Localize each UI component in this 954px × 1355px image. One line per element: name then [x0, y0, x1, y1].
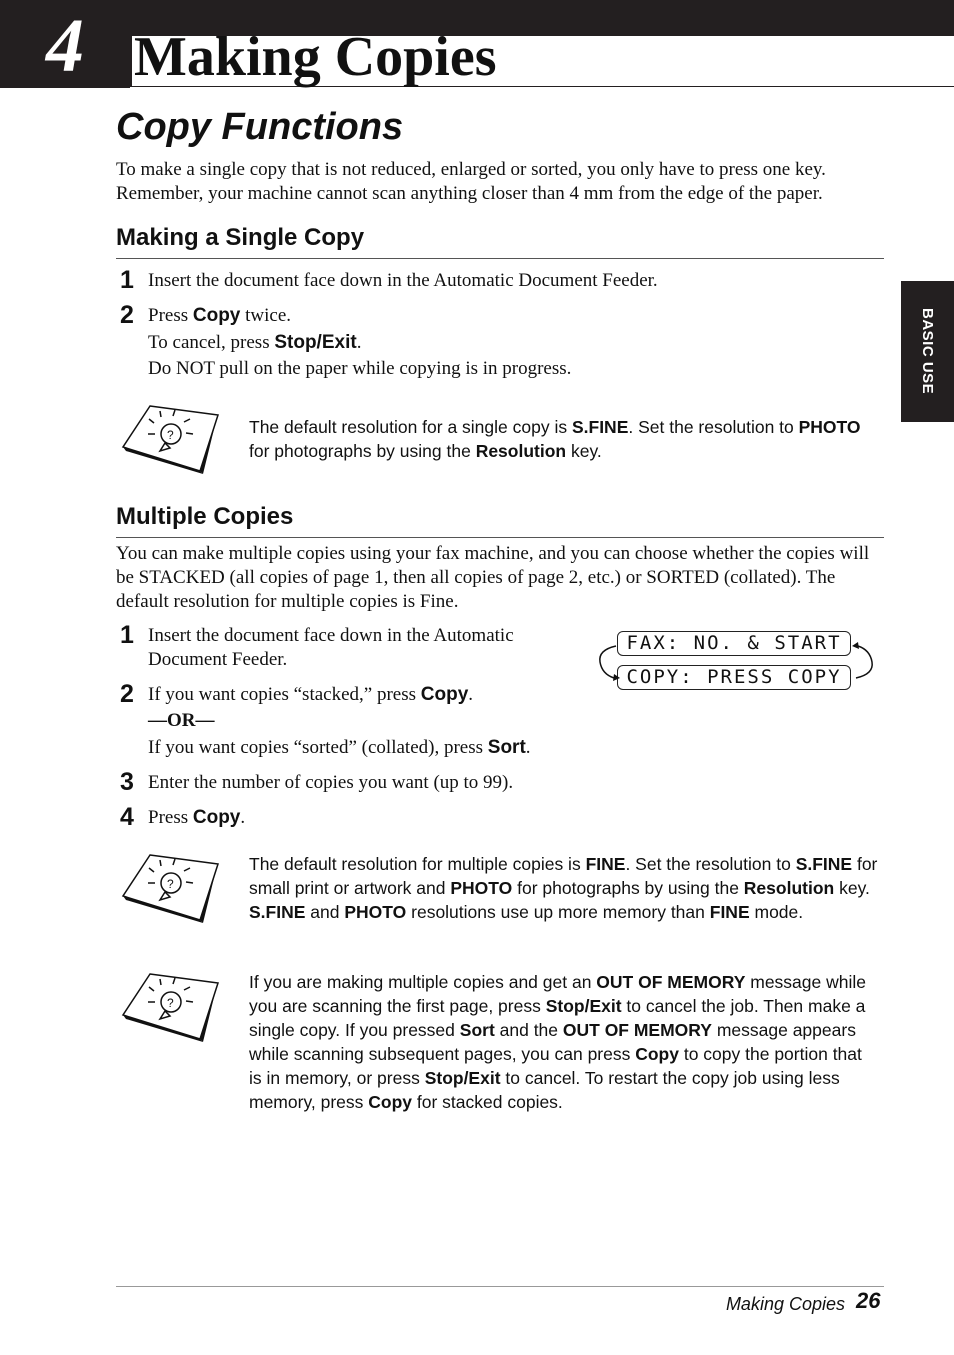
step-number: 1 — [120, 621, 134, 649]
svg-text:?: ? — [167, 428, 174, 442]
subheading-single-copy: Making a Single Copy — [116, 224, 365, 251]
scroll-arrows-icon — [852, 640, 878, 688]
key-name: Copy — [192, 305, 241, 326]
note-lightbulb-icon — [120, 852, 220, 924]
step-number: 4 — [120, 803, 134, 831]
svg-text:?: ? — [167, 996, 174, 1010]
step-text: Press Copy twice. — [148, 305, 292, 326]
footer-divider — [116, 1286, 884, 1287]
footer-title: Making Copies — [725, 1294, 845, 1314]
step-text: Enter the number of copies you want (up to 99). — [148, 772, 514, 793]
multiple-copies-intro: You can make multiple copies using your fax machine, and you can choose whether the copies will be STACKED (all copies of page 1, then all copies of page 2, etc.) or SORTED (collated). The default resolution for multiple copies is Fine. — [116, 543, 870, 612]
step-text: Press Copy. — [148, 807, 246, 828]
subheading-multiple-copies: Multiple Copies — [116, 503, 294, 530]
svg-text:?: ? — [167, 877, 174, 891]
step-text: Insert the document face down in the Automatic — [148, 625, 514, 646]
note-text: If you are making multiple copies and get an OUT OF MEMORY message while you are scanning the first page, press Stop/Exit to cancel the job. Then make a single copy. If you pressed Sort and the OUT OF MEMORY message appears while scanning subsequent pages, you can press Copy to copy the portion that is in memory, or press Stop/Exit to cancel. To restart the copy job using less memory, press Copy for stacked copies. — [249, 972, 866, 1112]
intro-paragraph: To make a single copy that is not reduced, enlarged or sorted, you only have to press one key. Remember, your machine cannot scan anything closer than 4 mm from the edge of the paper. — [116, 159, 826, 204]
step-number: 2 — [120, 680, 134, 708]
chapter-title: Making Copies — [134, 26, 497, 88]
key-name: Copy — [192, 807, 241, 828]
chapter-number: 4 — [46, 4, 84, 88]
step-text: If you want copies “stacked,” press Copy. — [148, 684, 474, 705]
note-text: The default resolution for a single copy is S.FINE. Set the resolution to PHOTO for photographs by using the Resolution key. — [249, 417, 861, 461]
divider — [116, 258, 884, 259]
step-text: Document Feeder. — [148, 649, 288, 670]
step-text: Do NOT pull on the paper while copying is in progress. — [148, 358, 572, 379]
note-text: The default resolution for multiple copies is FINE. Set the resolution to S.FINE for small print or artwork and PHOTO for photographs by using the Resolution key. S.FINE and PHOTO resolutions use up more memory than FINE mode. — [249, 854, 878, 922]
scroll-arrows-icon — [594, 640, 620, 688]
step-text: Insert the document face down in the Automatic Document Feeder. — [148, 270, 658, 291]
side-tab-label: BASIC USE — [919, 308, 936, 395]
step-text: If you want copies “sorted” (collated), press Sort. — [148, 737, 531, 758]
page-number: 26 — [856, 1288, 881, 1313]
step-number: 3 — [120, 768, 134, 796]
step-number: 2 — [120, 301, 134, 329]
section-title: Copy Functions — [116, 106, 404, 148]
divider — [116, 537, 884, 538]
key-name: Copy — [420, 684, 469, 705]
note-lightbulb-icon — [120, 403, 220, 475]
key-name: Stop/Exit — [274, 332, 357, 353]
note-lightbulb-icon — [120, 971, 220, 1043]
or-separator: —OR— — [148, 710, 215, 731]
step-text: To cancel, press Stop/Exit. — [148, 332, 362, 353]
step-number: 1 — [120, 266, 134, 294]
key-name: Sort — [487, 737, 526, 758]
lcd-line-1: FAX: NO. & START — [617, 631, 851, 656]
lcd-line-2: COPY: PRESS COPY — [617, 665, 851, 690]
